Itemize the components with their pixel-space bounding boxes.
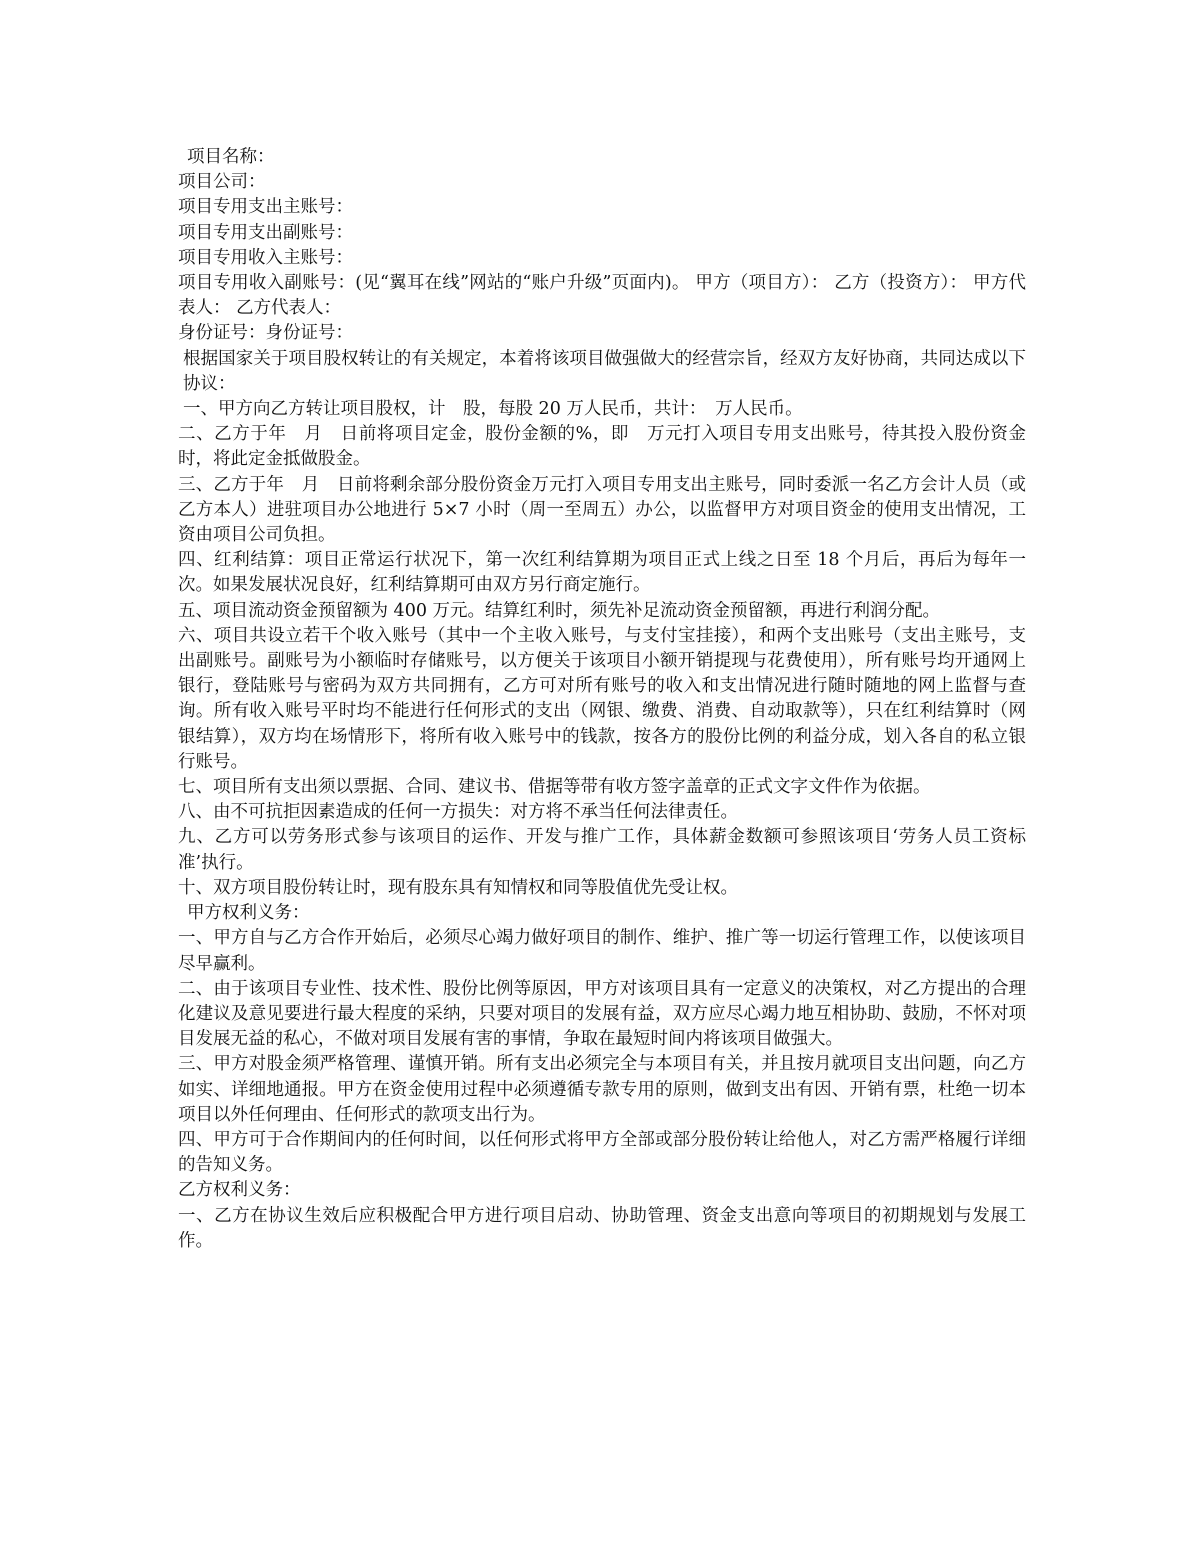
- clause-9: 九、乙方可以劳务形式参与该项目的运作、开发与推广工作，具体薪金数额可参照该项目‘劳务人员工资标准’执行。: [178, 827, 1026, 873]
- clause-3: 三、乙方于年 月 日前将剩余部分股份资金万元打入项目专用支出主账号，同时委派一名乙方会计人员（或乙方本人）进驻项目办公地进行 5×7 小时（周一至周五）办公，以监督甲方对项目资金的使用支出情况，工资由项目公司负担。: [178, 474, 1026, 546]
- party-a-duty-2: 二、由于该项目专业性、技术性、股份比例等原因，甲方对该项目具有一定意义的决策权，对乙方提出的合理化建议及意见要进行最大程度的采纳，只要对项目的发展有益，双方应尽心竭力地互相协助、鼓励，不怀对项目发展无益的私心，不做对项目发展有害的事情，争取在最短时间内将该项目做强大。: [178, 978, 1026, 1050]
- clause-2: 二、乙方于年 月 日前将项目定金，股份金额的%，即 万元打入项目专用支出账号，待其投入股份资金时，将此定金抵做股金。: [178, 424, 1026, 470]
- clause-6: 六、项目共设立若干个收入账号（其中一个主收入账号，与支付宝挂接），和两个支出账号（支出主账号，支出副账号。副账号为小额临时存储账号，以方便关于该项目小额开销提现与花费使用），所有账号均开通网上银行，登陆账号与密码为双方共同拥有，乙方可对所有账号的收入和支出情况进行随时随地的网上监督与查询。所有收入账号平时均不能进行任何形式的支出（网银、缴费、消费、自动取款等），只在红利结算时（网银结算），双方均在场情形下，将所有收入账号中的钱款，按各方的股份比例的利益分成，划入各自的私立银行账号。: [178, 625, 1026, 772]
- party-a-section-heading: 甲方权利义务：: [187, 903, 310, 924]
- clause-5: 五、项目流动资金预留额为 400 万元。结算红利时，须先补足流动资金预留额，再进行利润分配。: [178, 600, 941, 621]
- party-a-duty-1: 一、甲方自与乙方合作开始后，必须尽心竭力做好项目的制作、维护、推广等一切运行管理工作，以使该项目尽早赢利。: [178, 928, 1026, 974]
- party-b-section-heading: 乙方权利义务：: [178, 1180, 301, 1201]
- income-sub-account-line: 项目专用收入副账号：(见“翼耳在线”网站的“账户升级”页面内)。 甲方（项目方）： 乙方（投资方）： 甲方代表人： 乙方代表人：: [178, 273, 1026, 319]
- document-page: [178, 145, 1026, 1254]
- id-number-line: 身份证号：身份证号：: [178, 323, 353, 344]
- clause-1: 一、甲方向乙方转让项目股权，计 股，每股 20 万人民币，共计： 万人民币。: [183, 399, 803, 420]
- clause-8: 八、由不可抗拒因素造成的任何一方损失：对方将不承当任何法律责任。: [178, 802, 738, 823]
- expense-main-account-line: 项目专用支出主账号：: [178, 197, 353, 218]
- party-b-duty-1: 一、乙方在协议生效后应积极配合甲方进行项目启动、协助管理、资金支出意向等项目的初期规划与发展工作。: [178, 1205, 1026, 1251]
- party-a-duty-3: 三、甲方对股金须严格管理、谨慎开销。所有支出必须完全与本项目有关，并且按月就项目支出问题，向乙方如实、详细地通报。甲方在资金使用过程中必须遵循专款专用的原则，做到支出有因、开销有票，杜绝一切本项目以外任何理由、任何形式的款项支出行为。: [178, 1054, 1026, 1125]
- income-main-account-line: 项目专用收入主账号：: [178, 247, 353, 268]
- clause-10: 十、双方项目股份转让时，现有股东具有知情权和同等股值优先受让权。: [178, 877, 738, 898]
- clause-7: 七、项目所有支出须以票据、合同、建议书、借据等带有收方签字盖章的正式文字文件作为依据。: [178, 777, 931, 798]
- clause-4: 四、红利结算：项目正常运行状况下，第一次红利结算期为项目正式上线之日至 18 个月后，再后为每年一次。如果发展状况良好，红利结算期可由双方另行商定施行。: [178, 550, 1026, 596]
- party-a-duty-4: 四、甲方可于合作期间内的任何时间，以任何形式将甲方全部或部分股份转让给他人，对乙方需严格履行详细的告知义务。: [178, 1129, 1026, 1176]
- project-company-line: 项目公司：: [178, 172, 266, 193]
- preamble-paragraph: 根据国家关于项目股权转让的有关规定，本着将该项目做强做大的经营宗旨，经双方友好协商，共同达成以下协议：: [183, 348, 1026, 394]
- project-name-line: 项目名称：: [187, 147, 275, 167]
- expense-sub-account-line: 项目专用支出副账号：: [178, 222, 353, 243]
